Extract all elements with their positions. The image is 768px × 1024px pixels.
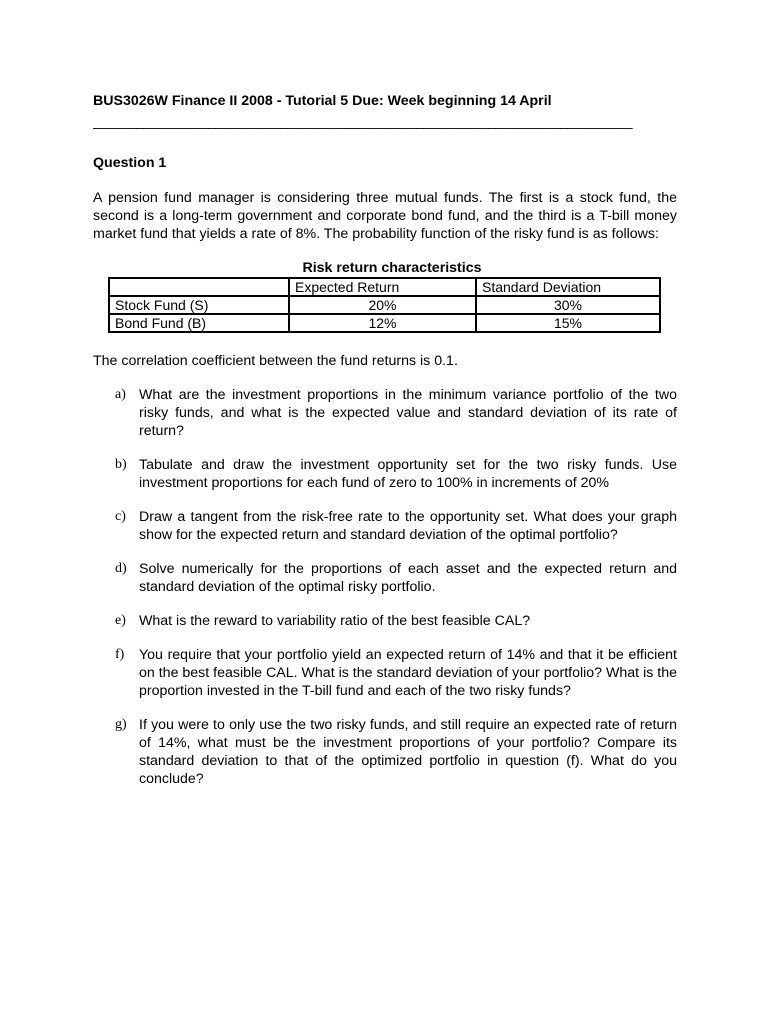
item-label: b) bbox=[115, 457, 127, 472]
table-cell: 30% bbox=[476, 296, 660, 314]
horizontal-rule: ___________________________________________________________________________ bbox=[93, 113, 632, 129]
table-header-cell: Standard Deviation bbox=[476, 278, 660, 296]
item-label: c) bbox=[115, 509, 126, 524]
table-cell: 20% bbox=[289, 296, 476, 314]
item-label: e) bbox=[115, 613, 126, 628]
item-text: What is the reward to variability ratio of the best feasible CAL? bbox=[139, 613, 531, 629]
table-header-cell: Expected Return bbox=[289, 278, 476, 296]
list-item bbox=[93, 646, 677, 700]
document-page bbox=[93, 92, 677, 804]
item-text: Draw a tangent from the risk-free rate to the opportunity set. What does your graph show for the expected return and standard deviation of the optimal portfolio? bbox=[139, 509, 677, 543]
item-label: d) bbox=[115, 561, 127, 576]
list-item bbox=[93, 508, 677, 544]
item-label: a) bbox=[115, 387, 126, 402]
table-cell: Bond Fund (B) bbox=[109, 314, 289, 332]
item-text: Tabulate and draw the investment opportunity set for the two risky funds. Use investment proportions for each fund of zero to 100% in increments of 20% bbox=[139, 457, 677, 491]
table-row bbox=[109, 296, 660, 314]
list-item bbox=[93, 560, 677, 596]
list-item bbox=[93, 612, 677, 630]
list-item bbox=[93, 456, 677, 492]
question-intro: A pension fund manager is considering three mutual funds. The first is a stock fund, the second is a long-term government and corporate bond fund, and the third is a T-bill money market fund that yields a rate of 8%. The probability function of the risky fund is as follows: bbox=[93, 190, 677, 242]
question-heading: Question 1 bbox=[93, 155, 167, 171]
item-text: Solve numerically for the proportions of each asset and the expected return and standard deviation of the optimal risky portfolio. bbox=[139, 561, 677, 595]
table-caption: Risk return characteristics bbox=[302, 260, 482, 276]
question-parts-list bbox=[93, 386, 677, 788]
risk-return-table bbox=[108, 277, 661, 333]
table-header-cell bbox=[109, 278, 289, 296]
correlation-text: The correlation coefficient between the fund returns is 0.1. bbox=[93, 353, 458, 369]
table-cell: Stock Fund (S) bbox=[109, 296, 289, 314]
table-row bbox=[109, 314, 660, 332]
item-label: f) bbox=[115, 647, 125, 662]
item-text: You require that your portfolio yield an expected return of 14% and that it be efficient on the best feasible CAL. What is the standard deviation of your portfolio? What is the proportion invested in the T-bill fund and each of the two risky funds? bbox=[139, 647, 677, 699]
table-cell: 12% bbox=[289, 314, 476, 332]
table-cell: 15% bbox=[476, 314, 660, 332]
item-label: g) bbox=[115, 717, 127, 732]
list-item bbox=[93, 386, 677, 440]
table-header-row bbox=[109, 278, 660, 296]
item-text: If you were to only use the two risky funds, and still require an expected rate of return of 14%, what must be the investment proportions of your portfolio? Compare its standard deviation to that of the optimized portfolio in question (f). What do you conclude? bbox=[139, 717, 677, 787]
list-item bbox=[93, 716, 677, 788]
item-text: What are the investment proportions in the minimum variance portfolio of the two risky funds, and what is the expected value and standard deviation of its rate of return? bbox=[139, 387, 677, 439]
page-title: BUS3026W Finance II 2008 - Tutorial 5 Due: Week beginning 14 April bbox=[93, 93, 552, 109]
